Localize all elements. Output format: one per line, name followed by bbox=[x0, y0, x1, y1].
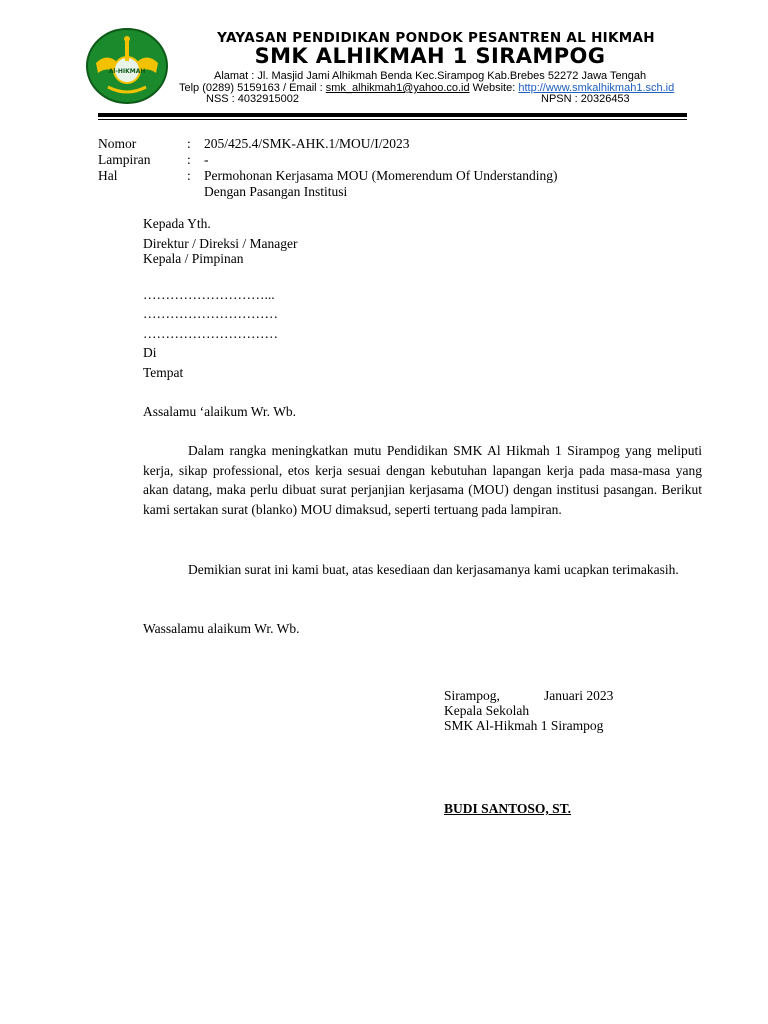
hal-value-line1: Permohonan Kerjasama MOU (Momerendum Of Understanding) bbox=[204, 168, 558, 183]
body-paragraph-2 bbox=[143, 560, 702, 580]
signature-institution: SMK Al-Hikmah 1 Sirampog bbox=[444, 718, 604, 733]
greeting: Assalamu ‘alaikum Wr. Wb. bbox=[143, 404, 297, 419]
recipient-to: Kepada Yth. bbox=[143, 216, 211, 231]
website-link[interactable]: http://www.smkalhikmah1.sch.id bbox=[518, 82, 675, 94]
header-divider-thin bbox=[98, 119, 687, 120]
school-address: Alamat : Jl. Masjid Jami Alhikmah Benda Kec.Sirampog Kab.Brebes 52272 Jawa Tengah bbox=[214, 70, 647, 82]
hal-colon: : bbox=[187, 168, 191, 183]
signature-title: Kepala Sekolah bbox=[444, 703, 530, 718]
school-name: SMK ALHIKMAH 1 SIRAMPOG bbox=[254, 44, 606, 68]
lampiran-label: Lampiran bbox=[98, 152, 151, 167]
header-divider-thick bbox=[98, 113, 687, 117]
nss-number: NSS : 4032915002 bbox=[206, 93, 299, 105]
recipient-di: Di bbox=[143, 345, 157, 360]
organization-name: YAYASAN PENDIDIKAN PONDOK PESANTREN AL HIKMAH bbox=[217, 30, 655, 46]
paragraph-2-text: Demikian surat ini kami buat, atas kesediaan dan kerjasamanya kami ucapkan terimakasih. bbox=[188, 562, 679, 577]
email-link[interactable]: smk_alhikmah1@yahoo.co.id bbox=[325, 82, 470, 94]
paragraph-1-text: Dalam rangka meningkatkan mutu Pendidikan SMK Al Hikmah 1 Sirampog yang meliputi kerja, sikap professional, etos kerja sesuai dengan kebutuhan lapangan kerja pada masa-masa yang akan datang, maka perlu dibuat surat perjanjian kerjasama (MOU) dengan institusi pasangan. Berikut kami sertakan surat (blanko) MOU dimaksud, seperti tertuang pada lampiran. bbox=[143, 443, 702, 517]
closing: Wassalamu alaikum Wr. Wb. bbox=[143, 621, 300, 636]
phone-text: Telp (0289) 5159163 / Email : bbox=[179, 82, 326, 94]
nomor-colon: : bbox=[187, 136, 191, 151]
recipient-line2: Kepala / Pimpinan bbox=[143, 251, 244, 266]
signature-date: Januari 2023 bbox=[544, 688, 614, 703]
lampiran-colon: : bbox=[187, 152, 191, 167]
school-logo bbox=[86, 27, 168, 105]
recipient-dots-2: ………………………… bbox=[143, 306, 278, 321]
nomor-label: Nomor bbox=[98, 136, 137, 151]
recipient-tempat: Tempat bbox=[143, 365, 184, 380]
recipient-line1: Direktur / Direksi / Manager bbox=[143, 236, 298, 251]
hal-value-line2: Dengan Pasangan Institusi bbox=[204, 184, 348, 199]
signatory-name: BUDI SANTOSO, ST. bbox=[444, 801, 572, 816]
hal-label: Hal bbox=[98, 168, 118, 183]
recipient-dots-3: ………………………… bbox=[143, 326, 278, 341]
body-paragraph-1 bbox=[143, 441, 702, 519]
signature-place: Sirampog, bbox=[444, 688, 500, 703]
recipient-dots-1: ………………………... bbox=[143, 287, 275, 302]
logo-text: Al-HIKMAH bbox=[108, 68, 146, 75]
nomor-value: 205/425.4/SMK-AHK.1/MOU/I/2023 bbox=[204, 136, 410, 151]
website-label: Website: bbox=[469, 82, 519, 94]
lampiran-value: - bbox=[204, 152, 209, 167]
npsn-number: NPSN : 20326453 bbox=[541, 93, 630, 105]
